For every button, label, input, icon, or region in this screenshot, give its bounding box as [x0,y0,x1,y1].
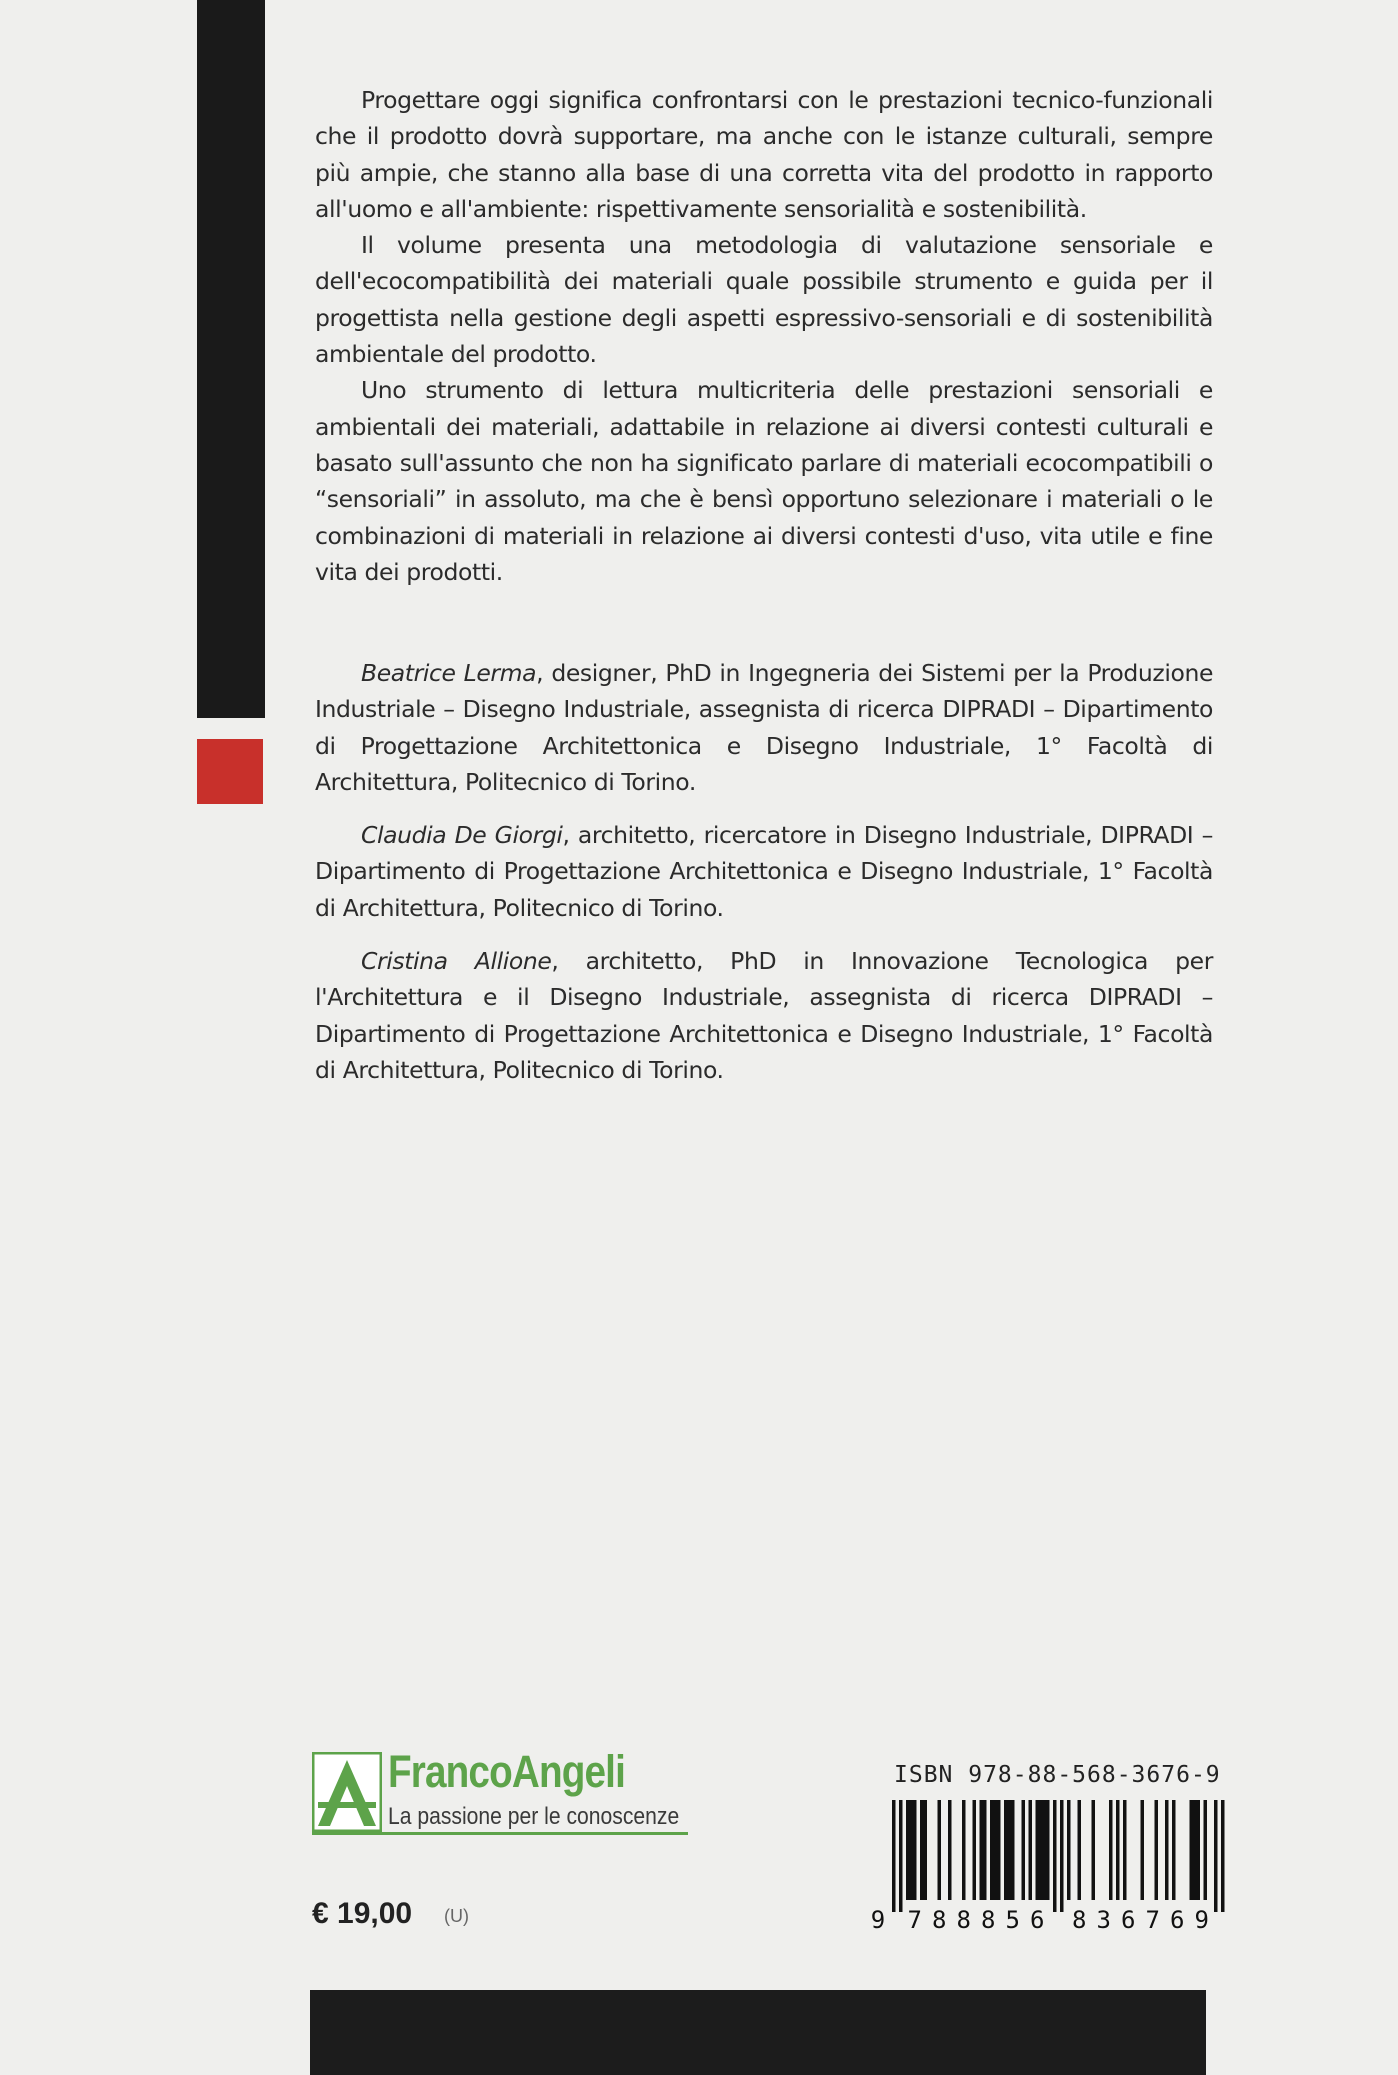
red-square-accent [197,739,263,804]
barcode-bar [1008,1800,1012,1900]
barcode-guard-bar [1214,1800,1218,1912]
barcode-bar [948,1800,952,1900]
barcode-digit: 9 [1194,1906,1209,1932]
barcode-bar [1036,1800,1040,1900]
isbn-barcode [866,1800,1226,1932]
barcode-bar [1046,1800,1050,1900]
barcode-bar [1141,1800,1145,1900]
barcode-bar [962,1800,966,1900]
barcode-bar [997,1800,1001,1900]
author-bio [315,655,1213,800]
barcode-bar [994,1800,998,1900]
barcode-guard-bar [899,1800,903,1912]
barcode-bar [1204,1800,1208,1900]
publisher-logo-icon [312,1752,382,1832]
isbn-label: ISBN 978-88-568-3676-9 [894,1762,1221,1788]
barcode-bar [1193,1800,1197,1900]
barcode-bar [1092,1800,1096,1900]
bottom-black-bar [310,1990,1206,2075]
barcode-bar [1197,1800,1201,1900]
barcode-bar [1165,1800,1169,1900]
barcode-bar [1123,1800,1127,1900]
barcode-bar [1190,1800,1194,1900]
barcode-digit: 3 [1096,1906,1111,1932]
author-name: Claudia De Giorgi [361,821,563,850]
publisher-tagline: La passione per le conoscenze [388,1803,680,1830]
barcode-bar [920,1800,924,1900]
author-bio-text: , designer, PhD in Ingegneria dei Sistemi per la Produzione Industriale – Disegno Industriale, assegnista di ricerca DIPRADI – Dipartimento di Progettazione Architettonica e Disegno Industriale, 1° Facoltà di Architettura, Politecnico di Torino. [315,659,1213,796]
author-bio [315,943,1213,1088]
author-name: Beatrice Lerma [361,659,537,687]
publisher-logo [312,1746,688,1834]
barcode-bar [1011,1800,1015,1900]
author-bio-text: , architetto, ricercatore in Disegno Industriale, DIPRADI – Dipartimento di Progettazione Architettonica e Disegno Industriale, 1° Facoltà di Architettura, Politecnico di Torino. [315,821,1214,922]
barcode-digit: 6 [1170,1906,1185,1932]
barcode-bar [1109,1800,1113,1900]
barcode-bar [1116,1800,1120,1900]
barcode-bar [1172,1800,1176,1900]
author-bio [315,817,1213,926]
barcode-bar [1022,1800,1026,1900]
barcode-guard-bar [1060,1800,1064,1912]
barcode-bar [906,1800,910,1900]
barcode-bar [1155,1800,1159,1900]
barcode-digit: 8 [956,1906,971,1932]
barcode-digit: 8 [981,1906,996,1932]
barcode-bar [990,1800,994,1900]
vertical-black-bar [197,0,265,718]
barcode-bar [913,1800,917,1900]
barcode-guard-bar [1221,1800,1225,1912]
price-code: (U) [444,1906,469,1926]
barcode-bar [1004,1800,1008,1900]
barcode-digit: 5 [1005,1906,1020,1932]
barcode-bar [983,1800,987,1900]
price: € 19,00 [312,1897,413,1930]
barcode-bar [910,1800,914,1900]
barcode-bar [1078,1800,1082,1900]
barcode-digit: 8 [932,1906,947,1932]
intro-paragraph-2: Il volume presenta una metodologia di valutazione sensoriale e dell'ecocompatibilità dei materiali quale possibile strumento e guida per il progettista nella gestione degli aspetti espressivo-sensoriali e di sostenibilità ambientale del prodotto. [315,231,1213,369]
barcode-bar [1067,1800,1071,1900]
barcode-bar [973,1800,977,1900]
barcode-digit: 7 [1145,1906,1160,1932]
author-name: Cristina Allione [361,947,552,976]
barcode-bar [938,1800,942,1900]
barcode-digit: 7 [907,1906,922,1932]
barcode-bar [980,1800,984,1900]
barcode-digit: 6 [1030,1906,1045,1932]
description-text [315,82,1213,590]
barcode-digit: 9 [870,1906,886,1932]
barcode-bar [1043,1800,1047,1900]
intro-paragraph-3: Uno strumento di lettura multicriteria delle prestazioni sensoriali e ambientali dei materiali, adattabile in relazione ai diversi contesti culturali e basato sull'assunto che non ha significato parlare di materiali ecocompatibili o “sensoriali” in assoluto, ma che è bensì opportuno selezionare i materiali o le combinazioni di materiali in relazione ai diversi contesti d'uso, vita utile e fine vita dei prodotti. [315,376,1213,586]
barcode-guard-bar [892,1800,896,1912]
barcode-bar [1029,1800,1033,1900]
author-bio-text: , architetto, PhD in Innovazione Tecnologica per l'Architettura e il Disegno Industriale, assegnista di ricerca DIPRADI – Dipartimento di Progettazione Architettonica e Disegno Industriale, 1° Facoltà di Architettura, Politecnico di Torino. [315,947,1213,1084]
barcode-digit: 8 [1072,1906,1087,1932]
barcode-bar [1039,1800,1043,1900]
logo-underline [312,1832,688,1835]
barcode-bar [924,1800,928,1900]
publisher-name: FrancoAngeli [388,1746,625,1797]
barcode-digit: 6 [1121,1906,1136,1932]
barcode-guard-bar [1053,1800,1057,1912]
author-bios [315,655,1213,1105]
intro-paragraph-1: Progettare oggi significa confrontarsi con le prestazioni tecnico-funzionali che il prodotto dovrà supportare, ma anche con le istanze culturali, sempre più ampie, che stanno alla base di una corretta vita del prodotto in rapporto all'uomo e all'ambiente: rispettivamente sensorialità e sostenibilità. [315,86,1213,223]
